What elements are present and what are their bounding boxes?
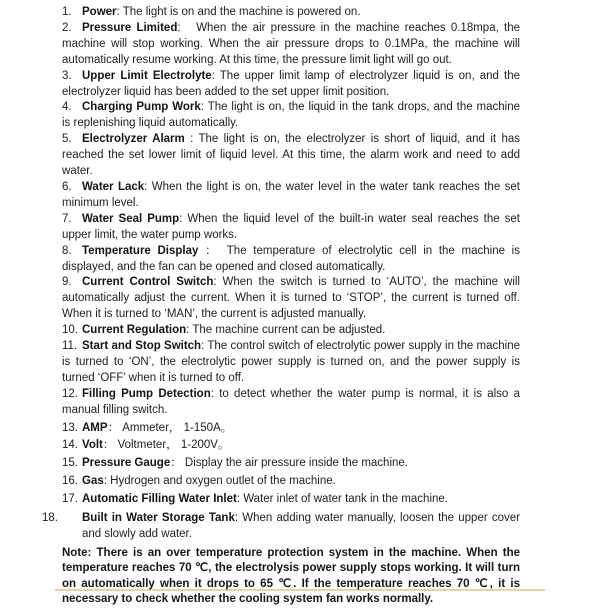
item-number: 10. (62, 324, 78, 337)
item-label: Automatic Filling Water Inlet (82, 493, 237, 506)
item-text: : When the light is on, the water level in the water tank reaches the set minimum level. (62, 180, 520, 209)
item-number: 16. (62, 475, 78, 488)
list-item (62, 492, 520, 508)
item-number: 8. (62, 244, 72, 257)
item-text: ： Voltmeter， 1-200V。 (102, 439, 230, 452)
item-number: 3. (62, 69, 72, 82)
item-number: 17. (62, 493, 78, 506)
item-label: Upper Limit Electrolyte (82, 69, 212, 82)
item-label: Water Seal Pump (82, 212, 180, 225)
list-item (62, 69, 520, 101)
item-label: Water Lack (82, 180, 145, 193)
manual-page (42, 5, 521, 608)
item-number: 11. (62, 340, 78, 353)
item-label: Filling Pump Detection (82, 387, 211, 400)
note-paragraph: Note: There is an over temperature protection system in the machine. When the temperature reaches 70 ℃, the electrolysis power supply stops working. It will turn on automatically when it drops to 65 ℃. If the temperature reaches 70 ℃, it is necessary to check whether the cooling system fan works normally. (62, 546, 520, 606)
item-label: Gas (82, 475, 104, 488)
item-label: Built in Water Storage Tank (82, 512, 235, 525)
item-text: : to detect whether the water pump is normal, it is also a manual filling switch. (62, 387, 520, 416)
list-item (62, 21, 520, 69)
item-label: Current Regulation (82, 324, 187, 337)
item-text: : When the liquid level of the built-in water seal reaches the set upper limit, the water pump works. (62, 212, 520, 241)
list-item (62, 180, 520, 212)
item-number: 5. (62, 133, 72, 146)
list-item (62, 421, 520, 437)
item-label: Current Control Switch (82, 276, 214, 289)
list-item (62, 323, 520, 339)
list-item (62, 275, 520, 323)
list-item (62, 474, 520, 490)
item-number: 6. (62, 180, 72, 193)
list-item (62, 132, 520, 180)
list-item (62, 5, 520, 21)
item-label: Electrolyzer Alarm (82, 133, 185, 146)
item-number: 14. (62, 439, 78, 452)
list-item (62, 456, 520, 472)
list-item (62, 438, 520, 454)
item-number: 1. (62, 6, 72, 18)
item-number: 4. (62, 101, 72, 114)
item-text: : The upper limit lamp of electrolyzer liquid is on, and the electrolyzer liquid has been added to the set upper limit position. (62, 69, 520, 98)
item-label: Charging Pump Work (82, 101, 201, 114)
list-item (62, 387, 520, 419)
item-text: : The light is on, the liquid in the tank drops, and the machine is replenishing liquid automatically. (62, 101, 520, 130)
item-text: ： Display the air pressure inside the machine. (170, 457, 408, 470)
item-text: ： The temperature of electrolytic cell in the machine is displayed, and the fan can be opened and closed automatically. (62, 244, 520, 273)
item-label: AMP (82, 421, 108, 434)
item-text: : Hydrogen and oxygen outlet of the machine. (103, 475, 336, 488)
list-item (42, 511, 520, 543)
list-item (62, 100, 520, 132)
list-item (62, 244, 520, 276)
item-text: : The light is on and the machine is powered on. (116, 6, 361, 18)
item-number: 9. (62, 276, 72, 289)
item-text: : The light is on, the electrolyzer is short of liquid, and it has reached the set lower limit of liquid level. At this time, the alarm work and need to add water. (62, 133, 520, 178)
item-label: Pressure Gauge (82, 457, 171, 470)
item-text: : The control switch of electrolytic power supply in the machine is turned to ‘ON’, the electrolytic power supply is turned on, and the power supply is turned ‘OFF’ when it is turned to off. (62, 340, 521, 384)
item-number: 18. (42, 512, 58, 525)
item-number: 13. (62, 421, 78, 434)
list-item (62, 339, 520, 387)
item-number: 12. (62, 387, 78, 400)
item-text: : Water inlet of water tank in the machine. (236, 493, 448, 506)
item-text: : When the switch is turned to ‘AUTO’, the machine will automatically adjust the current. When it is turned to ‘STOP’, the current is turned off. When it is turned to ‘MAN’, the current is adjusted manually. (62, 276, 520, 321)
list-item (62, 212, 520, 244)
item-label: Start and Stop Switch (82, 340, 202, 353)
item-number: 2. (62, 21, 72, 34)
item-text: : When the air pressure in the machine reaches 0.18mpa, the machine will stop working. When the air pressure drops to 0.1MPa, the machine will automatically resume working. At this time, the pressure limit light will go out. (62, 21, 520, 66)
item-label: Volt (82, 439, 103, 452)
item-text: : When adding water manually, loosen the upper cover and slowly add water. (82, 512, 520, 540)
item-label: Temperature Display (82, 244, 199, 257)
item-text: ： Ammeter， 1-150A。 (107, 421, 233, 434)
item-text: : The machine current can be adjusted. (186, 324, 386, 337)
item-label: Power (82, 6, 117, 18)
item-label: Pressure Limited (82, 21, 178, 34)
item-number: 15. (62, 457, 78, 470)
item-number: 7. (62, 212, 72, 225)
